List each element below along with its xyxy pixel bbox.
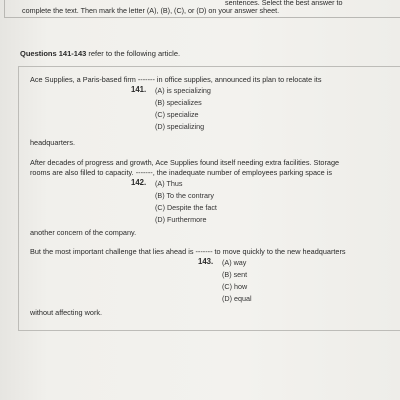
question-143-number: 143. <box>198 257 214 266</box>
article-p2-line3: another concern of the company. <box>30 228 137 237</box>
question-141-option-a: (A) is specializing <box>155 86 211 95</box>
question-143-option-a: (A) way <box>222 258 247 267</box>
question-141-option-b: (B) specializes <box>155 98 202 107</box>
section-label-text: refer to the following article. <box>86 49 181 58</box>
question-141-option-c: (C) specialize <box>155 110 199 119</box>
question-143-option-d: (D) equal <box>222 294 252 303</box>
question-142-option-b: (B) To the contrary <box>155 191 214 200</box>
question-142-number: 142. <box>131 178 147 187</box>
question-141-number: 141. <box>131 85 147 94</box>
question-142-option-a: (A) Thus <box>155 179 183 188</box>
question-143-option-b: (B) sent <box>222 270 248 279</box>
article-p1-line2: headquarters. <box>30 138 76 147</box>
instructions-line-2: complete the text. Then mark the letter (A), (B), (C), or (D) on your answer sheet. <box>22 6 280 15</box>
article-p1-line1: Ace Supplies, a Paris-based firm ------- in office supplies, announced its plan to relocate its <box>30 75 322 84</box>
question-143-option-c: (C) how <box>222 282 248 291</box>
article-p3-line1: But the most important challenge that lies ahead is ------- to move quickly to the new headquarters <box>30 247 346 256</box>
article-p3-line2: without affecting work. <box>30 308 103 317</box>
question-141-option-d: (D) specializing <box>155 122 205 131</box>
question-142-option-d: (D) Furthermore <box>155 215 207 224</box>
question-142-option-c: (C) Despite the fact <box>155 203 217 212</box>
article-p2-line2: rooms are also filled to capacity. -------, the inadequate number of employees parking space is <box>30 168 333 177</box>
article-p2-line1: After decades of progress and growth, Ace Supplies found itself needing extra facilities. Storage <box>30 158 340 167</box>
section-label <box>20 49 180 58</box>
instructions-line-1: sentences. Select the best answer to <box>225 0 343 7</box>
section-label-range: Questions 141-143 <box>20 49 87 58</box>
